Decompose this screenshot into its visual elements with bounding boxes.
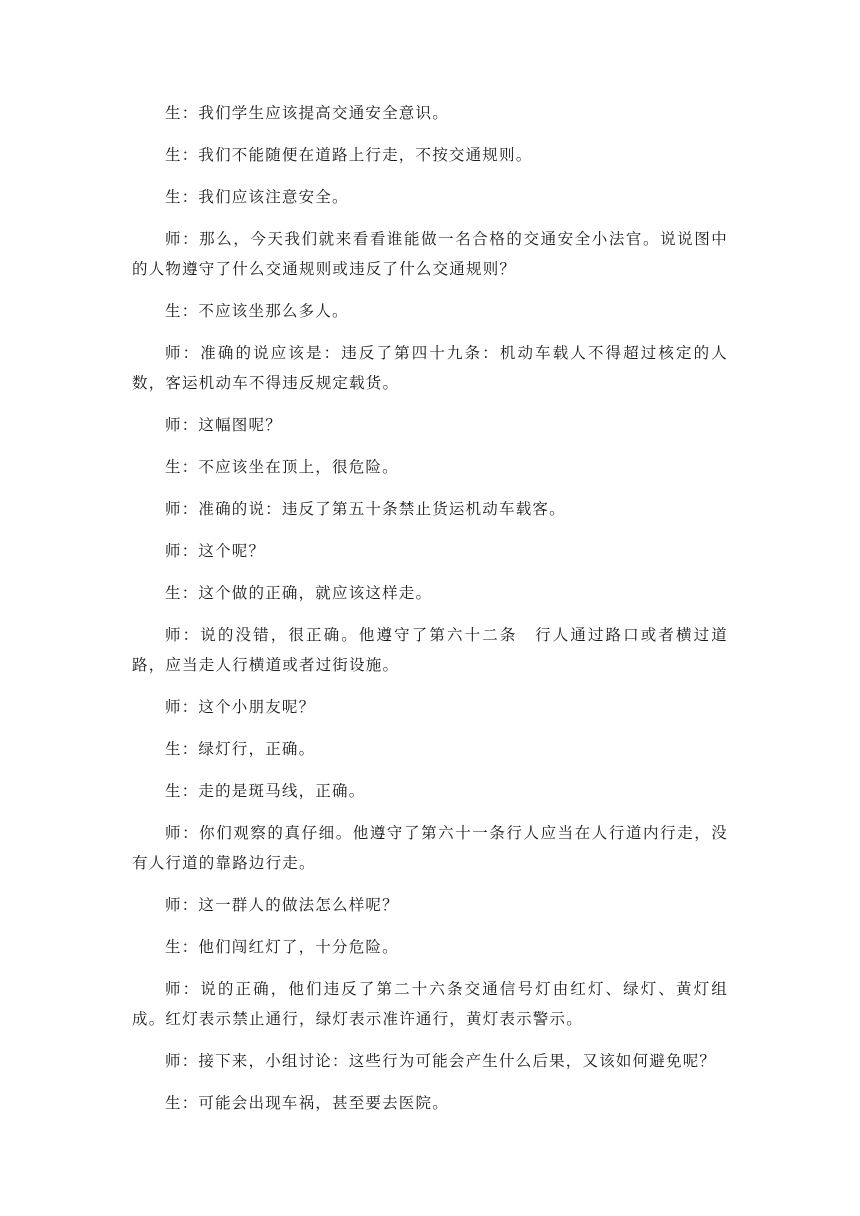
dialogue-line: 师：这个呢？ — [165, 542, 266, 560]
dialogue-line: 师：那么，今天我们就来看看谁能做一名合格的交通安全小法官。说说图中的人物遵守了什么交通规则或违反了什么交通规则？ — [132, 230, 728, 278]
dialogue-line: 生：不应该坐在顶上，很危险。 — [165, 458, 399, 476]
dialogue-line: 生：不应该坐那么多人。 — [165, 302, 349, 320]
dialogue-line: 师：说的正确，他们违反了第二十六条交通信号灯由红灯、绿灯、黄灯组成。红灯表示禁止通行，绿灯表示准许通行，黄灯表示警示。 — [132, 980, 728, 1028]
dialogue-line: 师：这一群人的做法怎么样呢？ — [165, 896, 399, 914]
dialogue-line: 师：这个小朋友呢？ — [165, 698, 316, 716]
dialogue-line: 师：接下来，小组讨论：这些行为可能会产生什么后果，又该如何避免呢？ — [165, 1052, 717, 1070]
dialogue-line: 师：准确的说应该是：违反了第四十九条：机动车载人不得超过核定的人数，客运机动车不得违反规定载货。 — [132, 344, 728, 392]
dialogue-line: 生：我们不能随便在道路上行走，不按交通规则。 — [165, 146, 533, 164]
document-body — [132, 98, 728, 1130]
dialogue-line: 师：说的没错，很正确。他遵守了第六十二条 行人通过路口或者横过道路，应当走人行横道或者过街设施。 — [132, 626, 728, 674]
dialogue-line: 生：他们闯红灯了，十分危险。 — [165, 938, 399, 956]
dialogue-line: 生：我们学生应该提高交通安全意识。 — [165, 104, 449, 122]
dialogue-line: 师：准确的说：违反了第五十条禁止货运机动车载客。 — [165, 500, 566, 518]
dialogue-line: 生：我们应该注意安全。 — [165, 188, 349, 206]
dialogue-line: 生：走的是斑马线，正确。 — [165, 782, 366, 800]
dialogue-line: 师：你们观察的真仔细。他遵守了第六十一条行人应当在人行道内行走，没有人行道的靠路边行走。 — [132, 824, 728, 872]
dialogue-line: 生：可能会出现车祸，甚至要去医院。 — [165, 1094, 449, 1112]
dialogue-line: 生：绿灯行，正确。 — [165, 740, 316, 758]
dialogue-line: 生：这个做的正确，就应该这样走。 — [165, 584, 433, 602]
dialogue-line: 师：这幅图呢？ — [165, 416, 282, 434]
